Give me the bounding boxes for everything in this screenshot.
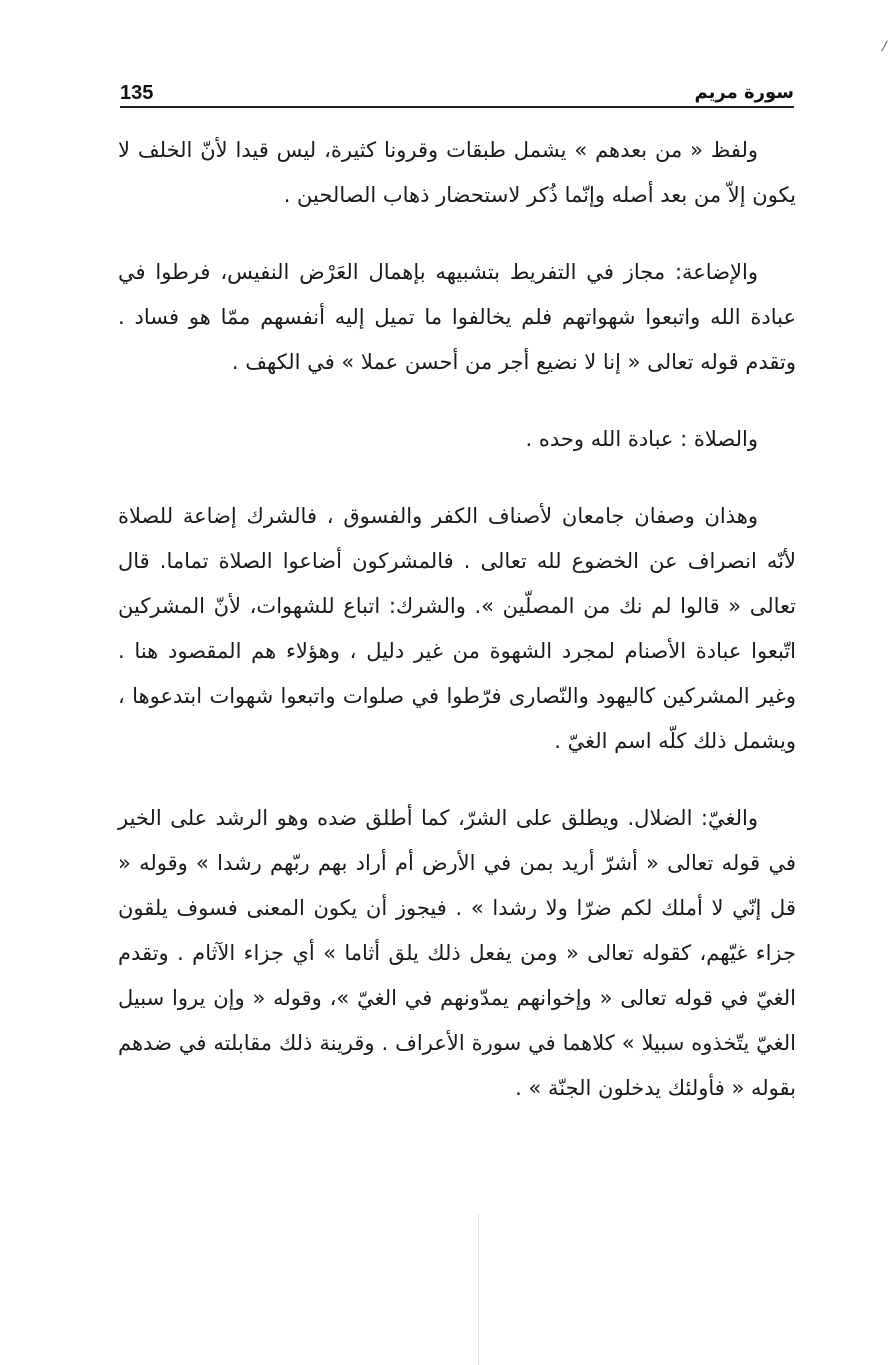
running-title: سورة مريم xyxy=(694,82,794,103)
paragraph-2: والإضاعة: مجاز في التفريط بتشبيهه بإهمال العَرْض النفيس، فرطوا في عبادة الله واتبعوا شهواتهم فلم يخالفوا ما تميل إليه أنفسهم ممّا هو فساد . وتقدم قوله تعالى « إنا لا نضيع أجر من أحسن عملا » في الكهف . xyxy=(118,260,796,374)
paragraph-5: والغيّ: الضلال. ويطلق على الشرّ، كما أطلق ضده وهو الرشد على الخير في قوله تعالى « أشرّ أريد بمن في الأرض أم أراد بهم ربّهم رشدا » وقوله « قل إنّي لا أملك لكم ضرّا ولا رشدا » . فيجوز أن يكون المعنى فسوف يلقون جزاء غيّهم، كقوله تعالى « ومن يفعل ذلك يلق أثاما » أي جزاء الآثام . وتقدم الغيّ في قوله تعالى « وإخوانهم يمدّونهم في الغيّ »، وقوله « وإن يروا سبيل الغيّ يتّخذوه سبيلا » كلاهما في سورة الأعراف . وقرينة ذلك مقابلته في ضدهم بقوله « فأولئك يدخلون الجنّة » . xyxy=(118,806,796,1100)
paragraph-4: وهذان وصفان جامعان لأصناف الكفر والفسوق ، فالشرك إضاعة للصلاة لأنّه انصراف عن الخضوع لله تعالى . فالمشركون أضاعوا الصلاة تماما. قال تعالى « قالوا لم نك من المصلّين ». والشرك: اتباع للشهوات، لأنّ المشركين اتّبعوا عبادة الأصنام لمجرد الشهوة من غير دليل ، وهؤلاء هم المقصود هنا . وغير المشركين كاليهود والنّصارى فرّطوا في صلوات واتبعوا شهوات ابتدعوها ، ويشمل ذلك كلّه اسم الغيّ . xyxy=(118,504,796,753)
binding-fold-line xyxy=(478,1215,479,1365)
page-number: 135 xyxy=(120,82,154,104)
corner-pen-mark xyxy=(881,40,888,51)
paragraph-1: ولفظ « من بعدهم » يشمل طبقات وقرونا كثيرة، ليس قيدا لأنّ الخلف لا يكون إلاّ من بعد أصله وإنّما ذُكر لاستحضار ذهاب الصالحين . xyxy=(118,138,796,207)
paragraph-3: والصلاة : عبادة الله وحده . xyxy=(525,427,758,451)
page-header xyxy=(120,80,794,108)
page-body xyxy=(118,128,796,1111)
